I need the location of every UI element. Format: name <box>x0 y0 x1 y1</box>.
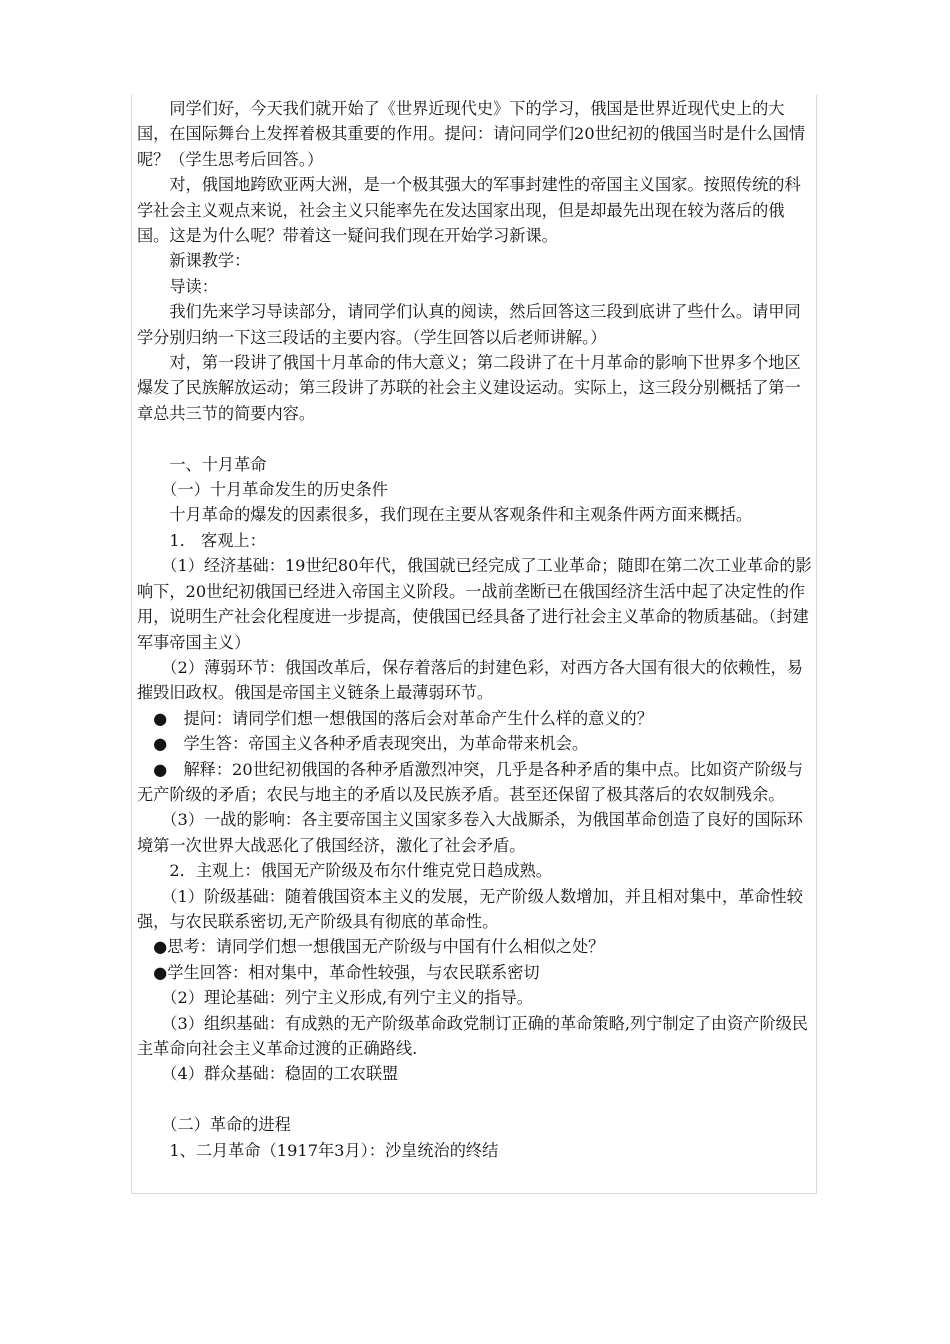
paragraph-new-lesson: 新课教学： <box>137 251 251 271</box>
paragraph-answer: 对，俄国地跨欧亚两大洲，是一个极其强大的军事封建性的帝国主义国家。按照传统的科学社会主义观点来说，社会主义只能率先在发达国家出现，但是却最先出现在较为落后的俄国。这是为什么呢？带着这一疑问我们现在开始学习新课。 <box>137 175 801 246</box>
section-heading-october: 一、十月革命 <box>137 454 267 474</box>
subsection-heading-conditions: （一）十月革命发生的历史条件 <box>137 480 388 500</box>
bullet-explanation: ● 解释：20世纪初俄国的各种矛盾激烈冲突，几乎是各种矛盾的集中点。比如资产阶级与无产阶级的矛盾；农民与地主的矛盾以及民族矛盾。甚至还保留了极其落后的农奴制残余。 <box>137 759 804 804</box>
paragraph-guide-body: 我们先来学习导读部分，请同学们认真的阅读，然后回答这三段到底讲了些什么。请甲同学分别归纳一下这三段话的主要内容。（学生回答以后老师讲解。） <box>137 302 801 347</box>
bullet-think: ●思考：请同学们想一想俄国无产阶级与中国有什么相似之处？ <box>137 937 605 957</box>
item-mass-basis: （4）群众基础：稳固的工农联盟 <box>137 1064 399 1084</box>
item-objective: 1. 客观上： <box>137 530 266 550</box>
item-war-impact: （3）一战的影响：各主要帝国主义国家多卷入大战厮杀，为俄国革命创造了良好的国际环境第一次世界大战恶化了俄国经济，激化了社会矛盾。 <box>137 810 803 855</box>
item-economic-basis: （1）经济基础：19世纪80年代，俄国就已经完成了工业革命；随即在第二次工业革命的影响下，20世纪初俄国已经进入帝国主义阶段。一战前垄断已在俄国经济生活中起了决定性的作用，说明生产社会化程度进一步提高，使俄国已经具备了进行社会主义革命的物质基础。（封建军事帝国主义） <box>137 556 812 652</box>
bullet-student-answer: ● 学生答：帝国主义各种矛盾表现突出，为革命带来机会。 <box>137 734 589 754</box>
bullet-question: ● 提问：请同学们想一想俄国的落后会对革命产生什么样的意义的？ <box>137 708 653 728</box>
paragraph-factors: 十月革命的爆发的因素很多，我们现在主要从客观条件和主观条件两方面来概括。 <box>137 505 753 525</box>
item-organization-basis: （3）组织基础：有成熟的无产阶级革命政党制订正确的革命策略,列宁制定了由资产阶级民主革命向社会主义革命过渡的正确路线. <box>137 1013 809 1059</box>
item-subjective: 2．主观上：俄国无产阶级及布尔什维克党日趋成熟。 <box>137 861 552 881</box>
item-theory-basis: （2）理论基础：列宁主义形成,有列宁主义的指导。 <box>137 988 533 1008</box>
subsection-heading-process: （二）革命的进程 <box>137 1115 291 1135</box>
blank-line <box>137 1087 815 1112</box>
paragraph-guide-summary: 对，第一段讲了俄国十月革命的伟大意义；第二段讲了在十月革命的影响下世界多个地区爆发了民族解放运动；第三段讲了苏联的社会主义建设运动。实际上，这三段分别概括了第一章总共三节的简要内容。 <box>137 353 801 423</box>
item-february-revolution: 1、二月革命（1917年3月）：沙皇统治的终结 <box>137 1140 499 1160</box>
bullet-student-reply: ●学生回答：相对集中，革命性较强，与农民联系密切 <box>137 962 540 982</box>
document-body <box>137 96 815 1163</box>
item-weak-link: （2）薄弱环节：俄国改革后，保存着落后的封建色彩，对西方各大国有很大的依赖性，易摧毁旧政权。俄国是帝国主义链条上最薄弱环节。 <box>137 657 803 703</box>
blank-line <box>137 426 815 451</box>
item-class-basis: （1）阶级基础：随着俄国资本主义的发展，无产阶级人数增加，并且相对集中，革命性较强，与农民联系密切,无产阶级具有彻底的革命性。 <box>137 886 803 931</box>
paragraph-guide-heading: 导读： <box>137 276 218 296</box>
paragraph-intro: 同学们好，今天我们就开始了《世界近现代史》下的学习，俄国是世界近现代史上的大国，在国际舞台上发挥着极其重要的作用。提问：请问同学们20世纪初的俄国当时是什么国情呢？（学生思考后回答。） <box>137 99 806 169</box>
